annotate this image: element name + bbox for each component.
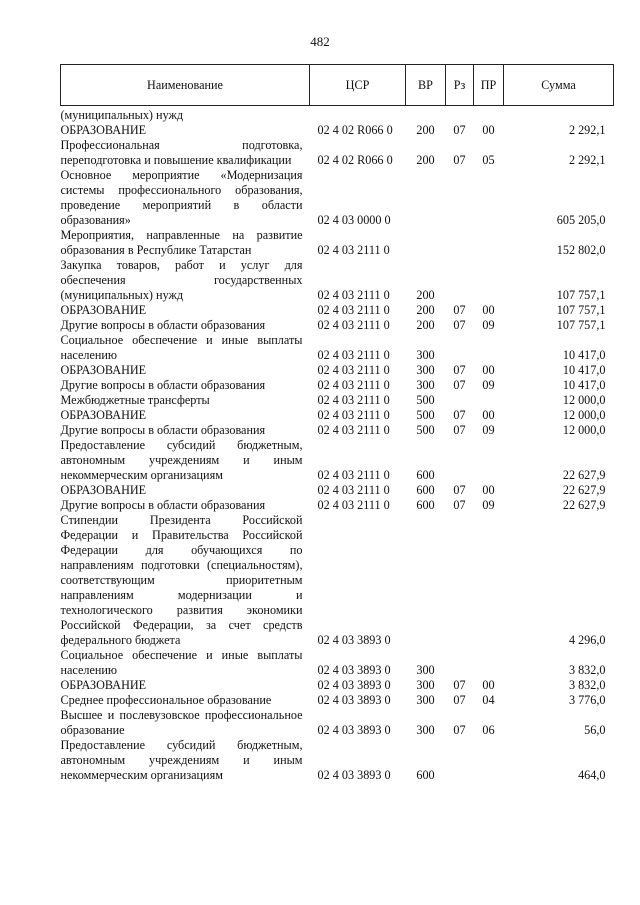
cell-name: Мероприятия, направленные на развитие образования в Республике Татарстан (60, 228, 303, 257)
header-rz: Рз (446, 65, 474, 106)
header-name: Наименование (61, 65, 310, 106)
cell-name: Социальное обеспечение и иные выплаты населению (60, 333, 303, 362)
cell-name: Межбюджетные трансферты (60, 393, 210, 407)
cell-pr: 09 (482, 318, 495, 332)
cell-name: Предоставление субсидий бюджетным, автономным учреждениям и иным некоммерческим организациям (60, 738, 303, 782)
cell-sum: 56,0 (584, 723, 606, 737)
table-row (61, 303, 614, 318)
cell-vr: 300 (416, 678, 435, 692)
cell-rz (446, 438, 474, 483)
cell-vr: 500 (416, 408, 435, 422)
cell-name: Среднее профессиональное образование (60, 693, 272, 707)
cell-vr (406, 168, 446, 228)
cell-pr: 09 (482, 498, 495, 512)
cell-name: ОБРАЗОВАНИЕ (60, 678, 147, 692)
cell-vr: 300 (416, 663, 435, 677)
cell-csr: 02 4 03 2111 0 (317, 378, 390, 392)
cell-sum: 22 627,9 (562, 468, 606, 482)
table-row (61, 363, 614, 378)
table-row (61, 138, 614, 168)
table-row (61, 318, 614, 333)
cell-name: Предоставление субсидий бюджетным, автономным учреждениям и иным некоммерческим организациям (60, 438, 303, 482)
cell-rz: 07 (453, 483, 466, 497)
cell-name: Социальное обеспечение и иные выплаты населению (60, 648, 303, 677)
cell-rz (446, 168, 474, 228)
cell-rz: 07 (453, 123, 466, 137)
cell-rz (446, 333, 474, 363)
table-row (61, 333, 614, 363)
cell-sum: 2 292,1 (568, 123, 606, 137)
cell-pr (474, 648, 504, 678)
cell-rz: 07 (453, 498, 466, 512)
cell-csr: 02 4 03 2111 0 (317, 243, 390, 257)
cell-vr: 200 (416, 303, 435, 317)
cell-csr: 02 4 03 2111 0 (317, 318, 390, 332)
table-row (61, 423, 614, 438)
cell-csr: 02 4 03 2111 0 (317, 363, 390, 377)
cell-sum: 464,0 (578, 768, 606, 782)
cell-name: (муниципальных) нужд (60, 108, 184, 122)
table-row (61, 168, 614, 228)
cell-pr: 05 (482, 153, 495, 167)
cell-sum: 107 757,1 (556, 303, 606, 317)
cell-rz: 07 (453, 723, 466, 737)
cell-rz (446, 228, 474, 258)
cell-name: ОБРАЗОВАНИЕ (60, 483, 147, 497)
header-vr: ВР (406, 65, 446, 106)
cell-sum: 152 802,0 (556, 243, 606, 257)
cell-rz: 07 (453, 363, 466, 377)
cell-rz: 07 (453, 408, 466, 422)
table-row (61, 513, 614, 648)
table-row (61, 708, 614, 738)
cell-rz: 07 (453, 693, 466, 707)
cell-vr: 200 (416, 153, 435, 167)
cell-pr: 09 (482, 378, 495, 392)
cell-csr: 02 4 03 3893 0 (317, 768, 391, 782)
table-row (61, 693, 614, 708)
cell-rz: 07 (453, 378, 466, 392)
cell-rz (446, 648, 474, 678)
cell-pr: 00 (482, 678, 495, 692)
header-sum: Сумма (504, 65, 614, 106)
header-row (61, 65, 614, 106)
page-number: 482 (310, 34, 330, 49)
cell-sum: 4 296,0 (568, 633, 606, 647)
cell-pr: 00 (482, 303, 495, 317)
cell-rz (446, 106, 474, 124)
cell-csr: 02 4 03 2111 0 (317, 498, 390, 512)
cell-sum: 107 757,1 (556, 288, 606, 302)
cell-csr: 02 4 03 2111 0 (317, 348, 390, 362)
cell-pr (474, 513, 504, 648)
cell-sum: 3 832,0 (568, 678, 606, 692)
cell-vr: 200 (416, 123, 435, 137)
table-row (61, 738, 614, 783)
cell-vr: 600 (416, 768, 435, 782)
cell-name: Другие вопросы в области образования (60, 318, 266, 332)
table-row (61, 483, 614, 498)
cell-rz: 07 (453, 678, 466, 692)
header-pr: ПР (474, 65, 504, 106)
table-header (61, 65, 614, 106)
cell-pr: 00 (482, 123, 495, 137)
cell-csr: 02 4 02 R066 0 (317, 123, 393, 137)
cell-csr: 02 4 03 3893 0 (317, 633, 391, 647)
cell-pr: 04 (482, 693, 495, 707)
cell-rz (446, 513, 474, 648)
cell-csr: 02 4 03 3893 0 (317, 678, 391, 692)
cell-sum: 3 776,0 (568, 693, 606, 707)
cell-vr: 600 (416, 498, 435, 512)
cell-csr: 02 4 03 2111 0 (317, 303, 390, 317)
cell-vr (406, 106, 446, 124)
cell-name: Основное мероприятие «Модернизация системы профессионального образования, проведение мероприятий в области образования» (60, 168, 303, 227)
cell-sum: 2 292,1 (568, 153, 606, 167)
cell-name: Другие вопросы в области образования (60, 423, 266, 437)
cell-name: Профессиональная подготовка, переподготовка и повышение квалификации (60, 138, 303, 167)
cell-vr: 600 (416, 483, 435, 497)
table-row (61, 378, 614, 393)
cell-sum: 22 627,9 (562, 498, 606, 512)
cell-name: Закупка товаров, работ и услуг для обеспечения государственных (муниципальных) нужд (60, 258, 303, 302)
table-row (61, 393, 614, 408)
cell-name: ОБРАЗОВАНИЕ (60, 303, 147, 317)
cell-rz (446, 258, 474, 303)
cell-pr: 00 (482, 408, 495, 422)
cell-sum: 10 417,0 (562, 378, 606, 392)
table-row (61, 228, 614, 258)
cell-csr: 02 4 03 2111 0 (317, 393, 390, 407)
cell-name: ОБРАЗОВАНИЕ (60, 363, 147, 377)
table-body (61, 106, 614, 784)
cell-vr: 200 (416, 318, 435, 332)
table-row (61, 498, 614, 513)
cell-csr: 02 4 02 R066 0 (317, 153, 393, 167)
cell-vr: 500 (416, 393, 435, 407)
cell-vr (406, 513, 446, 648)
cell-csr: 02 4 03 2111 0 (317, 423, 390, 437)
cell-pr (474, 106, 504, 124)
cell-vr: 300 (416, 378, 435, 392)
cell-vr: 200 (416, 288, 435, 302)
budget-table (60, 64, 614, 783)
cell-rz (446, 393, 474, 408)
cell-vr: 500 (416, 423, 435, 437)
cell-vr: 300 (416, 348, 435, 362)
cell-sum: 10 417,0 (562, 348, 606, 362)
cell-csr: 02 4 03 3893 0 (317, 693, 391, 707)
cell-csr: 02 4 03 2111 0 (317, 408, 390, 422)
cell-pr (474, 333, 504, 363)
cell-sum: 12 000,0 (562, 423, 606, 437)
cell-name: Стипендии Президента Российской Федерации и Правительства Российской Федерации для обучающихся по направлениям подготовки (специальностям), соответствующим приоритетным направлениям модернизации и технологического развития экономики Российской Федерации, за счет средств федерального бюджета (60, 513, 303, 647)
cell-csr (310, 106, 406, 124)
table-row (61, 258, 614, 303)
cell-rz (446, 738, 474, 783)
cell-pr (474, 168, 504, 228)
table-row (61, 648, 614, 678)
cell-name: Высшее и послевузовское профессиональное образование (60, 708, 303, 737)
table-row (61, 123, 614, 138)
cell-pr: 09 (482, 423, 495, 437)
header-csr: ЦСР (310, 65, 406, 106)
cell-csr: 02 4 03 2111 0 (317, 468, 390, 482)
table-row (61, 438, 614, 483)
table-row (61, 408, 614, 423)
cell-pr: 06 (482, 723, 495, 737)
cell-sum: 107 757,1 (556, 318, 606, 332)
table-row (61, 106, 614, 124)
cell-pr (474, 258, 504, 303)
cell-sum: 12 000,0 (562, 408, 606, 422)
table-row (61, 678, 614, 693)
cell-name: Другие вопросы в области образования (60, 498, 266, 512)
cell-vr (406, 228, 446, 258)
cell-rz: 07 (453, 153, 466, 167)
cell-sum: 10 417,0 (562, 363, 606, 377)
cell-pr: 00 (482, 483, 495, 497)
cell-vr: 300 (416, 693, 435, 707)
cell-csr: 02 4 03 0000 0 (317, 213, 391, 227)
cell-csr: 02 4 03 3893 0 (317, 663, 391, 677)
cell-vr: 300 (416, 363, 435, 377)
cell-csr: 02 4 03 2111 0 (317, 483, 390, 497)
cell-sum (504, 106, 614, 124)
cell-pr (474, 738, 504, 783)
cell-csr: 02 4 03 3893 0 (317, 723, 391, 737)
cell-sum: 605 205,0 (556, 213, 606, 227)
cell-pr (474, 393, 504, 408)
cell-sum: 22 627,9 (562, 483, 606, 497)
cell-name: ОБРАЗОВАНИЕ (60, 408, 147, 422)
cell-pr: 00 (482, 363, 495, 377)
cell-csr: 02 4 03 2111 0 (317, 288, 390, 302)
cell-vr: 600 (416, 468, 435, 482)
cell-name: ОБРАЗОВАНИЕ (60, 123, 147, 137)
cell-pr (474, 438, 504, 483)
cell-rz: 07 (453, 423, 466, 437)
cell-sum: 12 000,0 (562, 393, 606, 407)
cell-name: Другие вопросы в области образования (60, 378, 266, 392)
cell-pr (474, 228, 504, 258)
cell-vr: 300 (416, 723, 435, 737)
cell-rz: 07 (453, 318, 466, 332)
cell-sum: 3 832,0 (568, 663, 606, 677)
cell-rz: 07 (453, 303, 466, 317)
